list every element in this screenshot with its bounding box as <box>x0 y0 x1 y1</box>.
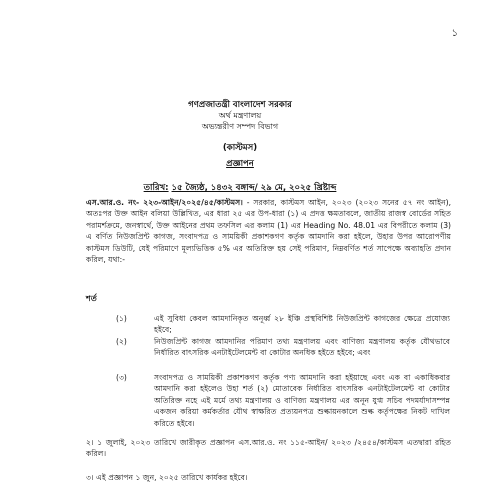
page-number: ১ <box>451 28 458 39</box>
condition-text: সংবাদপত্র ও সাময়িকী প্রকাশকগণ কর্তৃক পণ্য আমদানি করা হইয়াছে এবং এক বা একাধিকবার আমদানি করা হইলেও উহা শর্ত (২) মোতাবেক নির্ধারিত বাৎসরিক এনটাইটেলমেন্ট বা কোটার অতিরিক্ত নহে এই মর্মে তথ্য মন্ত্রণালয় ও বাণিজ্য মন্ত্রণালয় এর অনূন যুগ্ম সচিব পদমর্যাদাসম্পন্ন একজন করিয়া কর্মকর্তার যৌথ স্বাক্ষরিত প্রত্যয়নপত্র শুল্কায়নকালে শুল্ক কর্তৃপক্ষের নিকট দাখিল করিতে হইবে। <box>154 373 450 428</box>
condition-number: (৩) <box>116 373 127 382</box>
sro-reference: এস.আর.ও. নং- ২২৩-আইন/২০২৫/৪৫/কাস্টমস। <box>86 198 243 207</box>
effective-date-paragraph: ৩। এই প্রজ্ঞাপন ১ জুন, ২০২৫ তারিখে কার্যকর হইবে। <box>86 473 248 482</box>
main-paragraph-body: - সরকার, কাস্টমস আইন, ২০২৩ (২০২৩ সনের ৫৭ নং আইন), অতঃপর উক্ত আইন বলিয়া উল্লিখিত, এর ধারা ২৫ এর উপ-ধারা (১) এ প্রদত্ত ক্ষমতাবলে, জাতীয় রাজস্ব বোর্ডের সহিত পরামর্শক্রমে, জনস্বার্থে, উক্ত আইনের প্রথম তফসিল এর কলাম (1) এর Heading No. 48.01 এর বিপরীতে কলাম (3) এ বর্ণিত নিউজপ্রিন্ট কাগজ, সংবাদপত্র ও সাময়িকী প্রকাশকগণ কর্তৃক আমদানি করা হইলে, উহার উপর আরোপণীয় কাস্টমস ডিউটি, যেই পরিমাণে মূল্যভিত্তিক ৫% এর অতিরিক্ত হয় সেই পরিমাণ, নিম্নবর্ণিত শর্ত সাপেক্ষে অব্যাহতি প্রদান করিল, যথা:- <box>86 198 451 265</box>
date-value: ১৫ জ্যৈষ্ঠ, ১৪৩২ বঙ্গাব্দ/ ২৯ মে, ২০২৫ খ্রিষ্টাব্দ <box>171 183 337 193</box>
repeal-paragraph: ২। ১ জুলাই, ২০২৩ তারিখে জারীকৃত প্রজ্ঞাপন এস.আর.ও. নং ১১৫-আইন/ ২০২৩ /২৪৫৪/কাস্টমস এতদ্বারা রহিত করিল। <box>86 438 451 459</box>
conditions-title: শর্ত <box>86 294 97 303</box>
date-label: তারিখ: <box>143 183 169 193</box>
division-name: অভ্যন্তরীণ সম্পদ বিভাগ <box>201 122 279 131</box>
condition-number: (১) <box>116 314 127 323</box>
condition-text: নিউজপ্রিন্ট কাগজ আমদানির পরিমাণ তথ্য মন্ত্রণালয় এবং বাণিজ্য মন্ত্রণালয় কর্তৃক যৌথভাবে নির্ধারিত বাৎসরিক এনটাইটেলমেন্ট বা কোটার অনধিক হইতে হইবে; এবং <box>154 337 450 358</box>
condition-text: এই সুবিধা কেবল আমদানিকৃত অনূর্ধ্ব ২৮ ইঞ্চি প্রস্থবিশিষ্ট নিউজপ্রিন্ট কাগজের ক্ষেত্রে প্রযোজ্য হইবে; <box>154 314 450 335</box>
ministry-name: অর্থ মন্ত্রণালয় <box>218 111 262 120</box>
date-line <box>0 181 480 195</box>
main-paragraph <box>86 197 451 265</box>
wing-name: (কাস্টমস) <box>222 143 258 153</box>
condition-number: (২) <box>116 337 127 346</box>
notification-heading: প্রজ্ঞাপন <box>226 159 254 169</box>
government-title: গণপ্রজাতন্ত্রী বাংলাদেশ সরকার <box>188 100 292 110</box>
